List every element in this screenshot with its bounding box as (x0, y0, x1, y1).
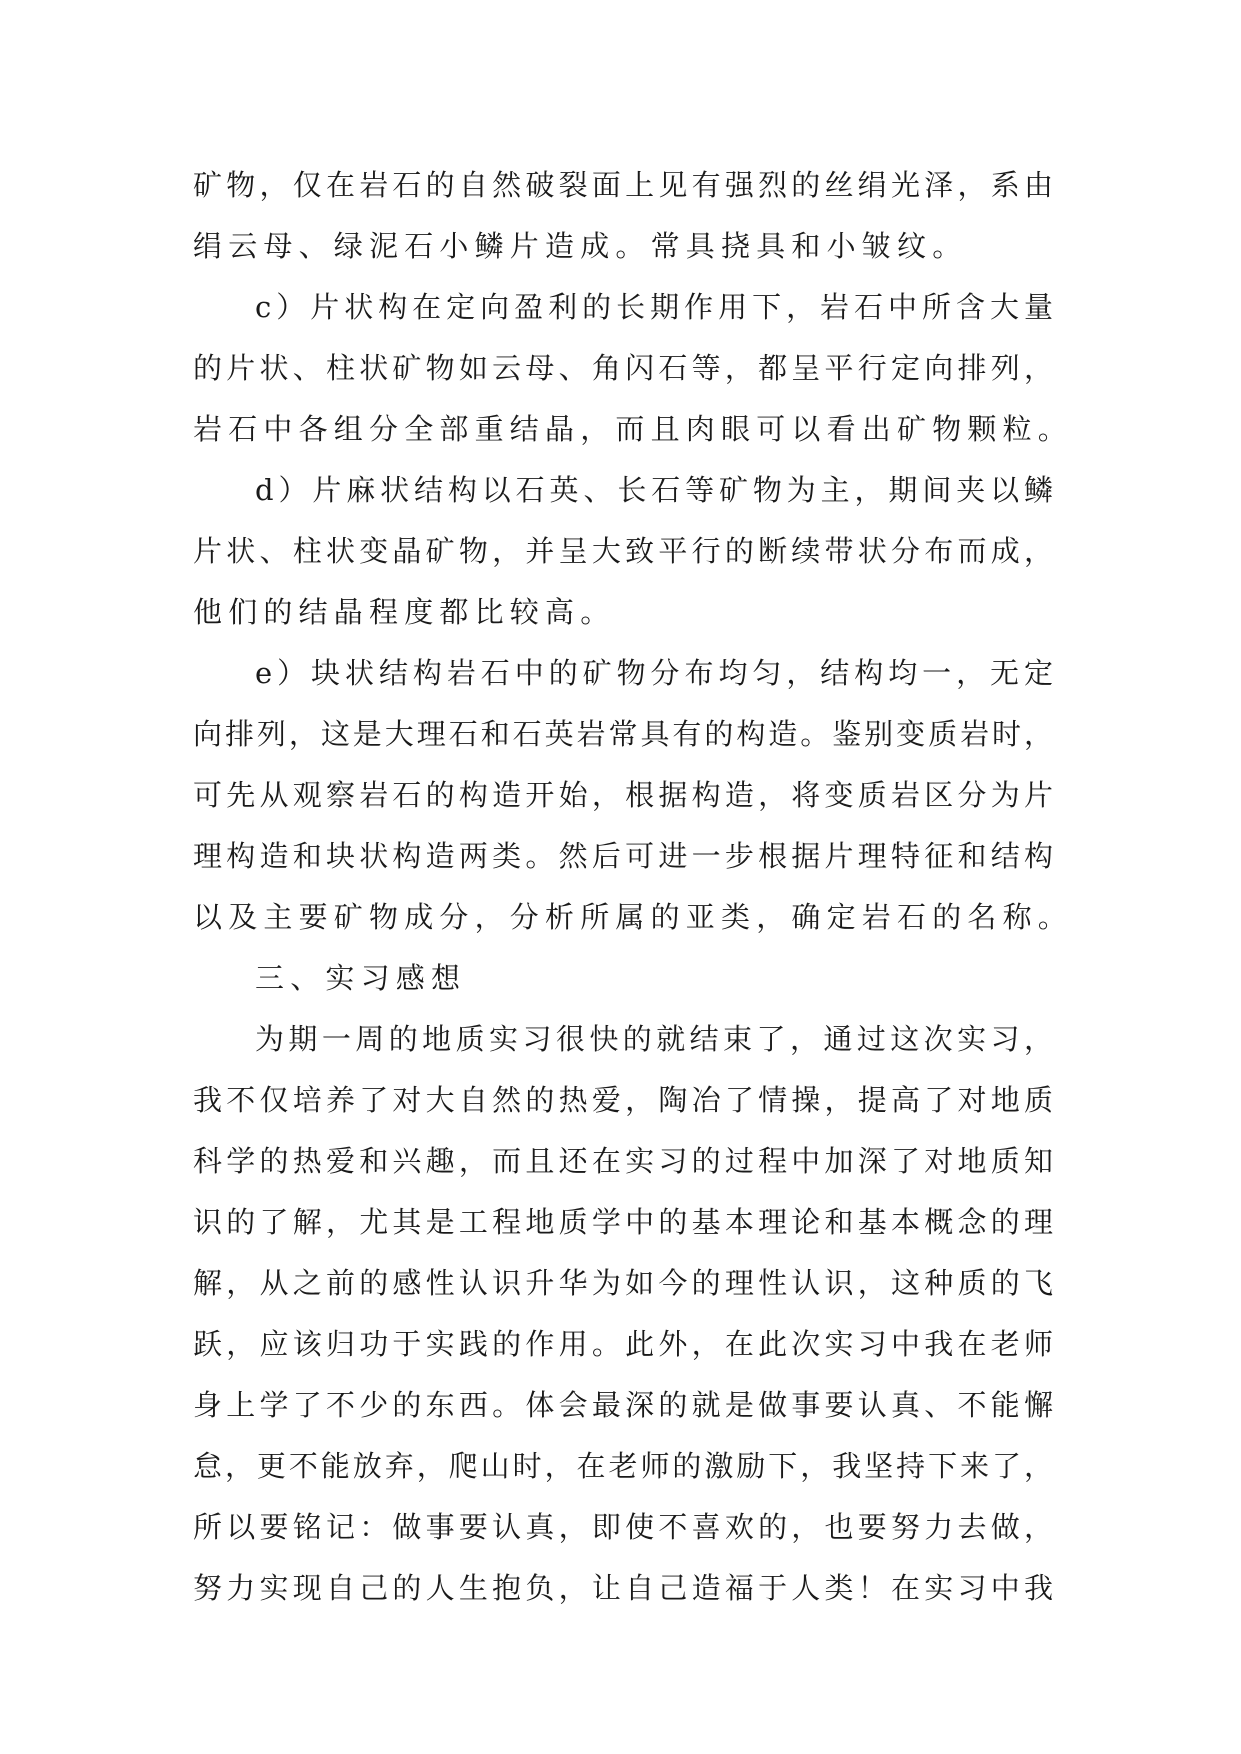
text-line: c）片状构在定向盈利的长期作用下，岩石中所含大量 (255, 290, 1053, 324)
text-line: 他们的结晶程度都比较高。 (193, 595, 616, 629)
text-line: 科学的热爱和兴趣，而且还在实习的过程中加深了对地质知 (193, 1144, 1053, 1178)
text-line: 三、实习感想 (255, 961, 467, 995)
text-line: d）片麻状结构以石英、长石等矿物为主，期间夹以鳞 (255, 473, 1053, 507)
text-line: 所以要铭记：做事要认真，即使不喜欢的，也要努力去做， (193, 1510, 1053, 1544)
text-line: e）块状结构岩石中的矿物分布均匀，结构均一，无定 (255, 656, 1053, 690)
text-line: 我不仅培养了对大自然的热爱，陶冶了情操，提高了对地质 (193, 1083, 1053, 1117)
text-line: 向排列，这是大理石和石英岩常具有的构造。鉴别变质岩时， (193, 717, 1053, 751)
text-line: 的片状、柱状矿物如云母、角闪石等，都呈平行定向排列， (193, 351, 1053, 385)
text-line: 矿物，仅在岩石的自然破裂面上见有强烈的丝绢光泽，系由 (193, 168, 1053, 202)
text-line: 绢云母、绿泥石小鳞片造成。常具挠具和小皱纹。 (193, 229, 968, 263)
text-line: 理构造和块状构造两类。然后可进一步根据片理特征和结构 (193, 839, 1053, 873)
text-line: 以及主要矿物成分，分析所属的亚类，确定岩石的名称。 (193, 900, 1074, 934)
text-line: 怠，更不能放弃，爬山时，在老师的激励下，我坚持下来了， (193, 1449, 1053, 1483)
text-line: 可先从观察岩石的构造开始，根据构造，将变质岩区分为片 (193, 778, 1053, 812)
document-body (193, 155, 1074, 1619)
text-line: 片状、柱状变晶矿物，并呈大致平行的断续带状分布而成， (193, 534, 1053, 568)
text-line: 身上学了不少的东西。体会最深的就是做事要认真、不能懈 (193, 1388, 1053, 1422)
text-line: 解，从之前的感性认识升华为如今的理性认识，这种质的飞 (193, 1266, 1053, 1300)
text-line: 识的了解，尤其是工程地质学中的基本理论和基本概念的理 (193, 1205, 1053, 1239)
text-line: 岩石中各组分全部重结晶，而且肉眼可以看出矿物颗粒。 (193, 412, 1074, 446)
text-line: 为期一周的地质实习很快的就结束了，通过这次实习， (255, 1022, 1053, 1056)
text-line: 跃，应该归功于实践的作用。此外，在此次实习中我在老师 (193, 1327, 1053, 1361)
text-line: 努力实现自己的人生抱负，让自己造福于人类！在实习中我 (193, 1571, 1053, 1605)
